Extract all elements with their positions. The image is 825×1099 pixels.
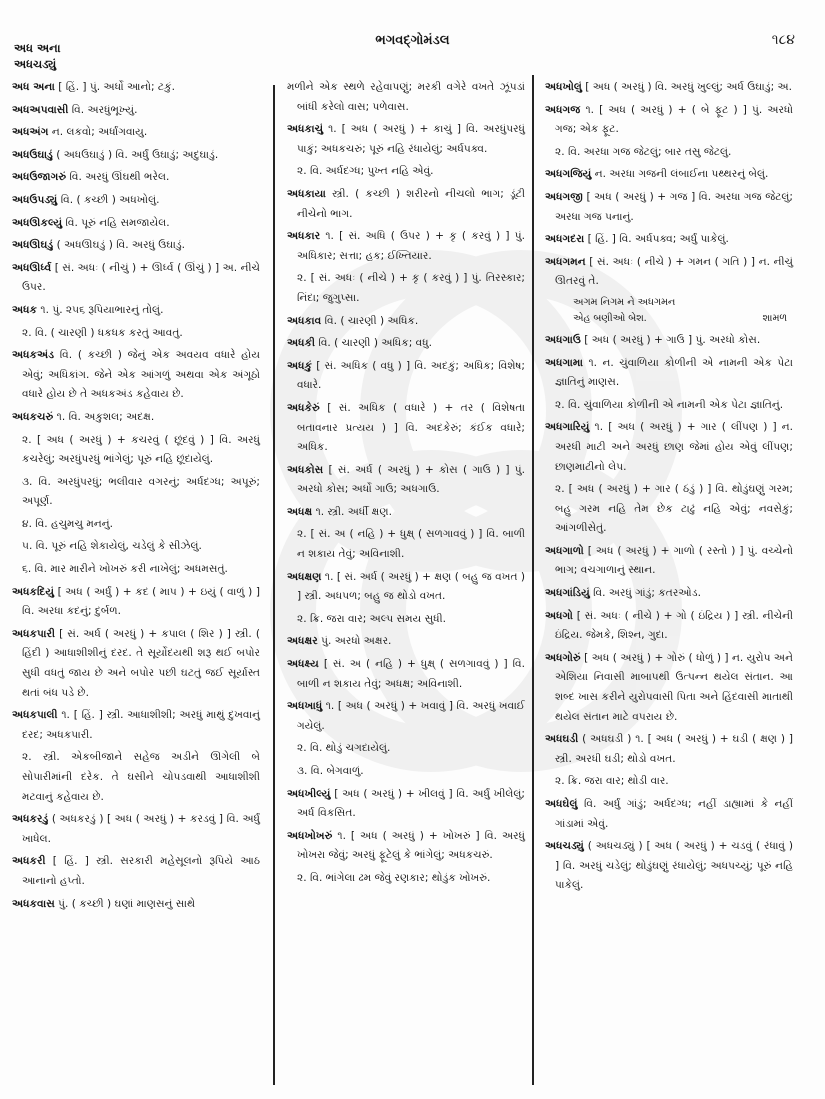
entry-definition: ૧. ન. ચુંવાળિયા કોળીની એ નામની એક પેટા જ્ઞાતિનું માણસ. (555, 356, 793, 389)
entry-headword: અધગજ (545, 103, 581, 116)
entry-headword: અધકેરું (287, 401, 320, 414)
dictionary-entry (287, 568, 525, 607)
dictionary-entry (545, 607, 793, 646)
entry-headword: અધક્ષણ (287, 570, 322, 583)
entry-definition: ૧. [ હિં. ] સ્ત્રી. આધાશીશી; અરધું માથું દુખવાનું દરદ; અધકપારી. (22, 709, 260, 741)
entry-sense: ૨. [ અધ ( અરધું ) + ગાર ( ઠંડું ) ] વિ. થોડુંઘણું ગરમ; બહુ ગરમ નહિ તેમ છેક ટાઢું નહિ એવું; નવસેકું; આંગળીસેતું. (555, 483, 793, 535)
entry-definition: [ સં. અર્ધ ( અરધું ) + કોસ ( ગાઉ ) ] પું. અરધો કોસ; અર્ધો ગાઉ; અધગાઉ. (297, 463, 525, 496)
dictionary-entry (12, 583, 260, 622)
dictionary-column-3 (545, 78, 793, 899)
entry-sense: ૨. વિ. ( ચારણી ) ધકધક કરતું આવતું. (22, 326, 183, 339)
entry-definition: ૧. [ અધ ( અરધું ) + ખવાવું ] વિ. અરધું ખવાઈ ગયેલું. (297, 700, 525, 732)
dictionary-entry (545, 542, 793, 581)
dictionary-entry (12, 214, 260, 234)
entry-definition: મળીને એક સ્થળે રહેવાપણું; મરકી વગેરે વખતે ઝૂંપડાં બાંધી કરેલો વાસ; પળેવાસ. (287, 81, 525, 113)
dictionary-entry (545, 837, 793, 896)
entry-definition: પું. ( કચ્છી ) ઘણાં માણસનું સાથે (58, 897, 196, 910)
entry-headword: અધકરી (12, 855, 46, 868)
entry-sense: ૬. વિ. માર મારીને ખોખરું કરી નાખેલું; અધમસતું. (22, 563, 228, 576)
entry-headword: અધગોરું (545, 651, 581, 664)
entry-definition: ( અધઊઘડું ) વિ. અરધું ઉઘાડું. (56, 239, 186, 252)
entry-definition: વિ. ( ચારણી ) અધિક; વધુ. (318, 337, 432, 350)
guide-word-last: અધચડ્યું (14, 57, 57, 71)
entry-headword: અધકઅંડ (12, 349, 55, 362)
entry-sense: ૨. વિ. અર્ધદગ્ધ; પુખ્ત નહિ એવું. (297, 165, 434, 178)
dictionary-entry (545, 230, 793, 250)
entry-headword: અધઊઘડું (12, 239, 54, 252)
column-divider-1 (273, 85, 275, 1085)
dictionary-entry (12, 408, 260, 428)
quotation-text: અગમ નિગમ ને અધગમન (573, 296, 676, 308)
dictionary-entry (287, 785, 525, 824)
dictionary-entry (12, 625, 260, 703)
entry-headword: અધગમન (545, 255, 586, 268)
entry-headword: અધગદરા (545, 233, 585, 246)
entry-headword: અધક્ષ્ય (287, 658, 319, 671)
entry-headword: અધગજિયું (545, 168, 592, 181)
dictionary-entry (287, 334, 525, 354)
entry-headword: અધકું (287, 359, 313, 372)
entry-definition: [ અધ ( અર્ધું ) + કદ ( માપ ) + ઇયું ( વાળું ) ] વિ. અરધા કદનું; દુર્બળ. (22, 585, 260, 618)
dictionary-entry (287, 632, 525, 652)
entry-definition: ૧. [ સં. અર્ધ ( અરધું ) + ક્ષણ ( બહુ જ વખત ) ] સ્ત્રી. અધપળ; બહુ જ થોડો વખત. (297, 570, 525, 603)
entry-headword: અધઘેલું (545, 798, 578, 810)
entry-definition: વિ. ( ચારણી ) અધિક. (324, 314, 419, 327)
quotation-text: એહ બણીઓ બેશ. (573, 312, 647, 324)
dictionary-entry (287, 697, 525, 736)
dictionary-entry (12, 301, 260, 321)
entry-headword: અધઉજાગરું (12, 171, 67, 184)
quotation-line (573, 311, 793, 327)
dictionary-entry (12, 259, 260, 298)
entry-headword: અધકદિયું (12, 585, 55, 598)
entry-headword: અધઅપવાસી (12, 103, 69, 116)
entry-definition: ૧. [ અધ ( અરધું ) + ખોખરું ] વિ. અરધું ખોખરા જેવું; અરધું ફૂટેલું કે ભાંગેલું; અધકચરું. (297, 829, 525, 862)
dictionary-entry (545, 795, 793, 834)
entry-definition: [ સં. અધઃ ( નીચે ) + ગો ( ઇંદ્રિય ) ] સ્ત્રી. નીચેની ઇંદ્રિય. જેમકે, શિશ્ન, ગુદા. (555, 609, 794, 642)
entry-definition: [ સં. અધઃ ( નીચું ) + ઊર્ધ્વ ( ઊંચું ) ] અ. નીચે ઉપર. (22, 261, 260, 294)
entry-definition: વિ. પૂરું નહિ સમજાયેલ. (65, 216, 170, 229)
quotation-line (573, 295, 793, 311)
entry-headword: અધકાયા (287, 187, 326, 200)
entry-headword: અધઉપડ્યું (12, 193, 58, 206)
entry-sense: ૨. વિ. થોડું ચગદાયેલું. (297, 742, 391, 755)
dictionary-entry (545, 78, 793, 98)
dictionary-entry (287, 357, 525, 396)
page-header (0, 30, 825, 70)
entry-headword: અધઉઘાડું (12, 148, 53, 161)
dictionary-column-2 (287, 78, 525, 892)
dictionary-entry (545, 253, 793, 292)
entry-definition: [ અધ ( અરધું ) + ગાળો ( રસ્તો ) ] પું. વચ્ચેનો ભાગ; વચગાળાનું સ્થાન. (555, 544, 794, 577)
dictionary-entry (545, 188, 793, 227)
dictionary-entry (12, 852, 260, 891)
entry-definition: ૧. પું. ૨૫૬ રૂપિયાભારનું તોલું. (40, 303, 164, 316)
dictionary-entry (287, 655, 525, 694)
entry-definition: ૧. [ અધ ( અરધું ) + કાચું ] વિ. અરધુંપરધું પાકું; અધકચરું; પૂરું નહિ રંધાયેલું; અર્ધપક્વ. (297, 123, 525, 155)
entry-definition: ૧. વિ. અકુશલ; અદક્ષ. (56, 410, 155, 423)
entry-headword: અધઘડી (545, 733, 579, 746)
dictionary-column-1 (12, 78, 260, 917)
entry-definition: [ અધ ( અરધું ) + ગાઉ ] પું. અરધો કોસ. (584, 333, 761, 346)
entry-definition: [ અધ ( અરધું ) + ખીલવું ] વિ. અર્ધું ખીલેલું; અર્ધ વિકસિત. (297, 787, 525, 820)
entry-definition: વિ. ( કચ્છી ) જેનું એક અવયવ વધારે હોય એવું; અધિકાંગ. જેને એક આંગળું અથવા એક અંગૂઠો વધારે હોય છે તે અધકઅંડ કહેવાય છે. (22, 349, 260, 401)
entry-definition: ન. અરધા ગજની લંબાઈના પથ્થરનું બેલું. (594, 168, 769, 181)
entry-definition: ન. લકવો; અર્ધાંગવાયુ. (51, 126, 148, 139)
entry-definition: [ સં. અ ( નહિ ) + ધુક્ષ્ ( સળગાવવું ) ] વિ. બાળી ન શકાય તેવું; અધક્ષ; અવિનાશી. (297, 658, 525, 690)
entry-definition: ( અધકરડું ) [ અધ ( અરધું ) + કરડવું ] વિ. અર્ધું ખાધેલ. (22, 813, 260, 845)
entry-sense: ૨. [ અધ ( અરધું ) + કચરવું ( છૂંદવું ) ] વિ. અરધું કચરેલું; અરધુંપરધું ભાંગેલું; પૂરું નહિ છૂંદાયેલું. (22, 433, 260, 466)
quotation-source: શામળ (762, 312, 787, 324)
entry-definition: [ અધ ( અરધું ) + ગોરું ( ધોળું ) ] ન. યુરોપ અને એશિયા નિવાસી માબાપથી ઉત્પન્ન થયેલ સંતાન. આ શબ્દ ખાસ કરીને યુરોપવાસી પિતા અને હિંદવાસી માતાથી થયેલ સંતાન માટે વપરાય છે. (555, 651, 793, 723)
entry-definition: [ સં. અધિક ( વધારે ) + તર ( વિશેષતા બતાવનાર પ્રત્યય ) ] વિ. અદકેરું; કંઈક વધારે; અધિક. (297, 401, 525, 454)
dictionary-entry (287, 399, 525, 458)
dictionary-entry (545, 649, 793, 727)
dictionary-entry (287, 185, 525, 224)
entry-headword: અધકવાસ (12, 897, 55, 910)
dictionary-entry (12, 146, 260, 166)
entry-definition: સ્ત્રી. ( કચ્છી ) શરીરનો નીચલો ભાગ; ડૂંટી નીચેનો ભાગ. (297, 187, 525, 220)
entry-headword: અધઊર્ધ્વ (12, 261, 52, 274)
entry-definition: [ અધ ( અરધું ) + ગજ ] વિ. અરધા ગજ જેટલું; અરધા ગજ પનાનું. (555, 190, 794, 223)
entry-headword: અધક્ષ (287, 505, 313, 518)
entry-definition: [ હિં. ] સ્ત્રી. સરકારી મહેસૂલનો રૂપિયે આઠ આનાનો હપ્તો. (22, 855, 260, 887)
dictionary-entry (287, 503, 525, 523)
entry-sense: ૩. વિ. અરધુંપરધું; ભલીવાર વગરનું; અર્ધદગ્ધ; અપૂરું; અપૂર્ણ. (22, 475, 260, 508)
entry-headword: અધક્ષર (287, 635, 318, 648)
dictionary-entry (287, 227, 525, 266)
entry-headword: અધકચરું (12, 410, 54, 423)
dictionary-entry (12, 346, 260, 405)
entry-definition: ( અધઉઘાડું ) વિ. અર્ધું ઉઘાડું; અદુઘાડું. (56, 148, 219, 161)
dictionary-entry (287, 312, 525, 332)
entry-headword: અધકોસ (287, 463, 324, 476)
entry-headword: અધખીલ્યું (287, 787, 331, 800)
dictionary-entry (287, 461, 525, 500)
dictionary-entry (12, 191, 260, 211)
dictionary-entry (545, 418, 793, 477)
column-divider-2 (532, 75, 534, 1085)
entry-headword: અધખોલું (545, 81, 582, 93)
entry-headword: અધગજી (545, 190, 583, 203)
entry-sense: ૨. વિ. ભાંગેલા ઢમ જેવું રણકાર; થોડુંક ખોખરું. (297, 871, 491, 884)
entry-definition: [ સં. અધઃ ( નીચે ) + ગમન ( ગતિ ) ] ન. નીચું ઊતરવું તે. (555, 255, 793, 288)
entry-headword: અધખોખરું (287, 829, 333, 842)
entry-headword: અધગો (545, 609, 573, 622)
entry-definition: [ હિં. ] પું. અર્ધો આનો; ટકું. (58, 81, 175, 93)
dictionary-entry (12, 78, 260, 98)
entry-definition: ( અધઘડી ) ૧. [ અધ ( અરધું ) + ઘડી ( ક્ષણ ) ] સ્ત્રી. અરધી ઘડી; થોડો વખત. (555, 733, 793, 765)
dictionary-entry (545, 101, 793, 140)
entry-sense: ૨. વિ. અરધા ગજ જેટલું; બાર તસુ જેટલું. (555, 145, 732, 158)
entry-headword: અધક (12, 303, 38, 316)
entry-headword: અધકી (287, 337, 316, 350)
dictionary-entry (12, 236, 260, 256)
entry-definition: [ હિં. ] વિ. અર્ધપક્વ; અર્ધું પાકેલું. (587, 233, 729, 246)
entry-headword: અધકાચું (287, 123, 324, 136)
dictionary-entry (545, 730, 793, 769)
entry-sense: ૨. ક્રિ. જરા વાર; અલ્પ સમય સુધી. (297, 612, 446, 625)
page-title: ભગવદ્ગોમંડલ (375, 33, 450, 48)
entry-sense: ૨. વિ. ચુંવાળિયા કોળીની એ નામની એક પેટા જ્ઞાતિનું. (555, 398, 784, 411)
dictionary-entry (287, 78, 525, 117)
entry-headword: અધકપાલી (12, 709, 58, 722)
dictionary-entry (12, 706, 260, 745)
entry-definition: ૧. સ્ત્રી. અર્ધી ક્ષણ. (315, 505, 392, 518)
guide-word-first: અધ અના (14, 41, 61, 55)
dictionary-entry (12, 895, 260, 915)
entry-sense: ૨. સ્ત્રી. એકબીજાને સહેજ અડીને ઊગેલી બે સોપારીમાંની દરેક. તે ઘસીને ચોપડવાથી આધાશીશી મટવાનું કહેવાય છે. (22, 751, 260, 803)
entry-headword: અધખાધું (287, 700, 323, 713)
entry-sense: ૨. ક્રિ. જરા વાર; થોડી વાર. (555, 775, 669, 788)
entry-definition: વિ. અર્ધું ગાંડું; અર્ધદગ્ધ; નહીં ડાહ્યામાં કે નહીં ગાંડામાં એવું. (555, 798, 793, 830)
dictionary-entry (545, 584, 793, 604)
entry-definition: વિ. અરધુંભૂખ્યું. (71, 103, 138, 116)
entry-sense: ૩. વિ. બેગવાળું. (297, 765, 364, 777)
dictionary-entry (12, 123, 260, 143)
entry-headword: અધકપારી (12, 627, 55, 640)
entry-definition: [ સં. અધિક ( વધુ ) ] વિ. અદકું; અધિક; વિશેષ; વધારે. (297, 359, 525, 392)
entry-sense: ૫. વિ. પૂરું નહિ શેકાયેલું, ચડેલું કે સીઝેલું. (22, 540, 202, 553)
entry-definition: વિ. ( કચ્છી ) અધખોલું. (60, 193, 160, 206)
entry-headword: અધ અના (12, 81, 55, 93)
entry-headword: અધકાવ (287, 314, 322, 327)
entry-definition: ૧. [ અધ ( અરધું ) + ગાર ( લીંપણ ) ] ન. અરધી માટી અને અરધું છાણ જેમાં હોય એવું લીંપણ; છાણમાટીનો લેપ. (555, 421, 793, 473)
entry-definition: [ સં. અર્ધ ( અરધું ) + કપાલ ( શિર ) ] સ્ત્રી. ( હિંદી ) આધાશીશીનું દરદ. તે સૂર્યોદયથી શરૂ થઈ બપોર સુધી વધતું જાય છે અને બપોર પછી ઘટતું જઈ સૂર્યાસ્ત થતાં બંધ પડે છે. (22, 627, 260, 699)
entry-headword: અધકરડું (12, 813, 49, 826)
entry-headword: અધગાળો (545, 544, 584, 557)
entry-quotation (573, 295, 793, 327)
entry-headword: અધકાર (287, 230, 321, 243)
entry-definition: ૧. [ સં. અધિ ( ઉપર ) + કૃ ( કરવું ) ] પું. અધિકાર; સત્તા; હક; ઈખ્તિયાર. (297, 230, 525, 262)
entry-headword: અધગાઉ (545, 333, 581, 346)
entry-definition: પું. અરધો અક્ષર. (321, 635, 392, 648)
entry-headword: અધગાંડિયું (545, 587, 590, 600)
dictionary-entry (287, 827, 525, 866)
dictionary-entry (545, 165, 793, 185)
dictionary-entry (545, 331, 793, 351)
entry-headword: અધઅંગ (12, 126, 49, 139)
dictionary-entry (12, 168, 260, 188)
entry-sense: ૨. [ સં. અ ( નહિ ) + ધુક્ષ્ ( સળગાવવું ) ] વિ. બાળી ન શકાય તેવું; અવિનાશી. (297, 528, 525, 561)
entry-definition: ૧. [ અધ ( અરધું ) + ( બે ફૂટ ) ] પું. અરધો ગજ; એક ફૂટ. (555, 103, 793, 136)
entry-definition: વિ. અરધું ગાંડું; કતરઓડ. (593, 587, 701, 600)
entry-definition: ( અધચડ્યું ) [ અધ ( અરધું ) + ચડવું ( રંધાવું ) ] વિ. અરધું ચડેલું; થોડુંઘણું રંધાયેલું; અધપચ્યું; પૂરું નહિ પાકેલું. (555, 840, 793, 892)
entry-headword: અધગારિયું (545, 421, 590, 434)
dictionary-entry (12, 101, 260, 121)
entry-headword: અધગામા (545, 356, 583, 369)
entry-sense: ૨. [ સં. અધઃ ( નીચે ) + કૃ ( કરવું ) ] પું. તિરસ્કાર; નિંદા; જુગુપ્સા. (297, 272, 525, 304)
entry-sense: ૪. વિ. હચુમચુ મનનું. (22, 517, 113, 530)
entry-headword: અધચડ્યું (545, 840, 584, 853)
entry-definition: [ અધ ( અરધું ) વિ. અરધું ખુલ્લું; અર્ધ ઉઘાડું; અ. (585, 81, 793, 93)
dictionary-entry (545, 354, 793, 393)
dictionary-entry (287, 120, 525, 159)
page-number: ૧૮૪ (771, 32, 795, 48)
entry-headword: અધઊકલ્યું (12, 216, 63, 229)
entry-definition: વિ. અરધું ઊંઘથી ભરેલ. (69, 171, 170, 184)
dictionary-entry (12, 810, 260, 849)
